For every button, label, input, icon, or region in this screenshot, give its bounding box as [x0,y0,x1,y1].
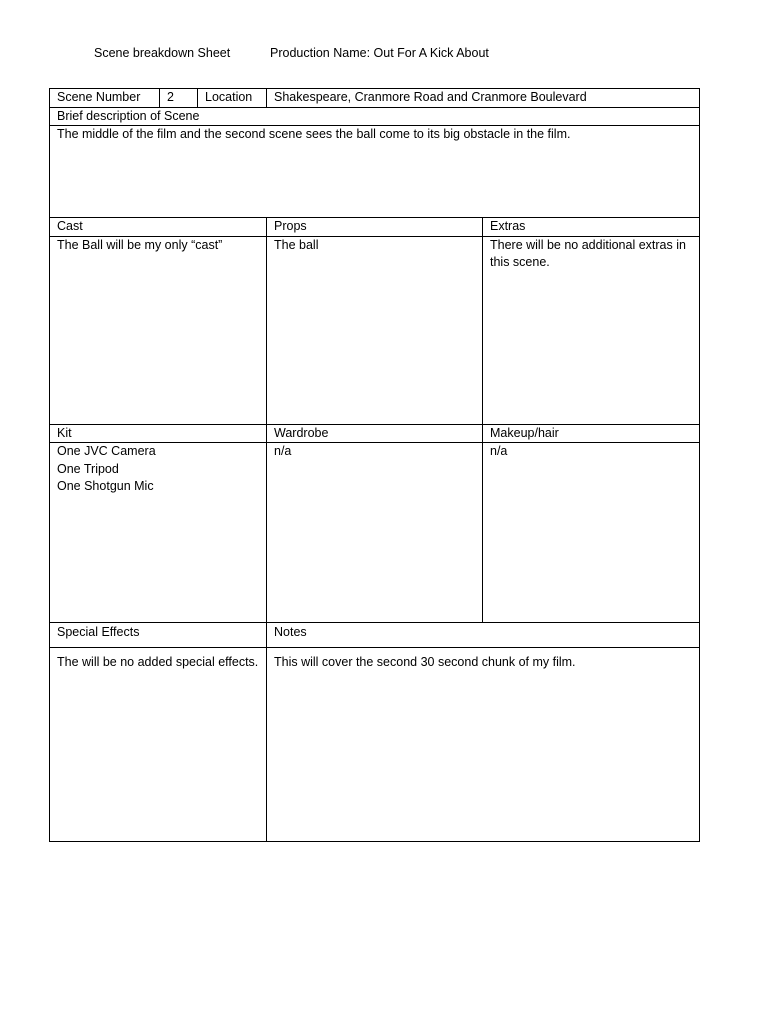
effects-notes-header-row [50,623,700,648]
production-name-line [270,44,489,62]
props-text: The ball [267,236,483,424]
description-text: The middle of the film and the second scene sees the ball come to its big obstacle in the film. [50,126,700,218]
description-label: Brief description of Scene [50,107,700,126]
special-effects-text: The will be no added special effects. [50,648,267,842]
production-label: Production Name: [270,46,371,60]
notes-text: This will cover the second 30 second chunk of my film. [267,648,700,842]
kit-wardrobe-makeup-header-row [50,424,700,443]
scene-info-row [50,89,700,108]
props-label: Props [267,218,483,237]
description-label-row [50,107,700,126]
description-body-row [50,126,700,218]
kit-wardrobe-makeup-body-row [50,443,700,623]
wardrobe-label: Wardrobe [267,424,483,443]
location-value: Shakespeare, Cranmore Road and Cranmore Boulevard [267,89,700,108]
page-header [0,44,768,62]
extras-label: Extras [483,218,700,237]
makeup-hair-label: Makeup/hair [483,424,700,443]
scene-number-value: 2 [160,89,198,108]
kit-label: Kit [50,424,267,443]
special-effects-label: Special Effects [50,623,267,648]
production-name: Out For A Kick About [373,46,489,60]
notes-label: Notes [267,623,700,648]
scene-breakdown-table [49,88,700,842]
location-label: Location [198,89,267,108]
cast-text: The Ball will be my only “cast” [50,236,267,424]
wardrobe-text: n/a [267,443,483,623]
effects-notes-body-row [50,648,700,842]
sheet-title: Scene breakdown Sheet [94,46,231,60]
scene-number-label: Scene Number [50,89,160,108]
extras-text: There will be no additional extras in this scene. [483,236,700,424]
kit-item: One Tripod [57,461,119,476]
kit-item: One JVC Camera [57,444,156,458]
makeup-hair-text: n/a [483,443,700,623]
cast-label: Cast [50,218,267,237]
kit-list [50,443,267,623]
cast-props-extras-header-row [50,218,700,237]
kit-item: One Shotgun Mic [57,479,154,493]
cast-props-extras-body-row [50,236,700,424]
